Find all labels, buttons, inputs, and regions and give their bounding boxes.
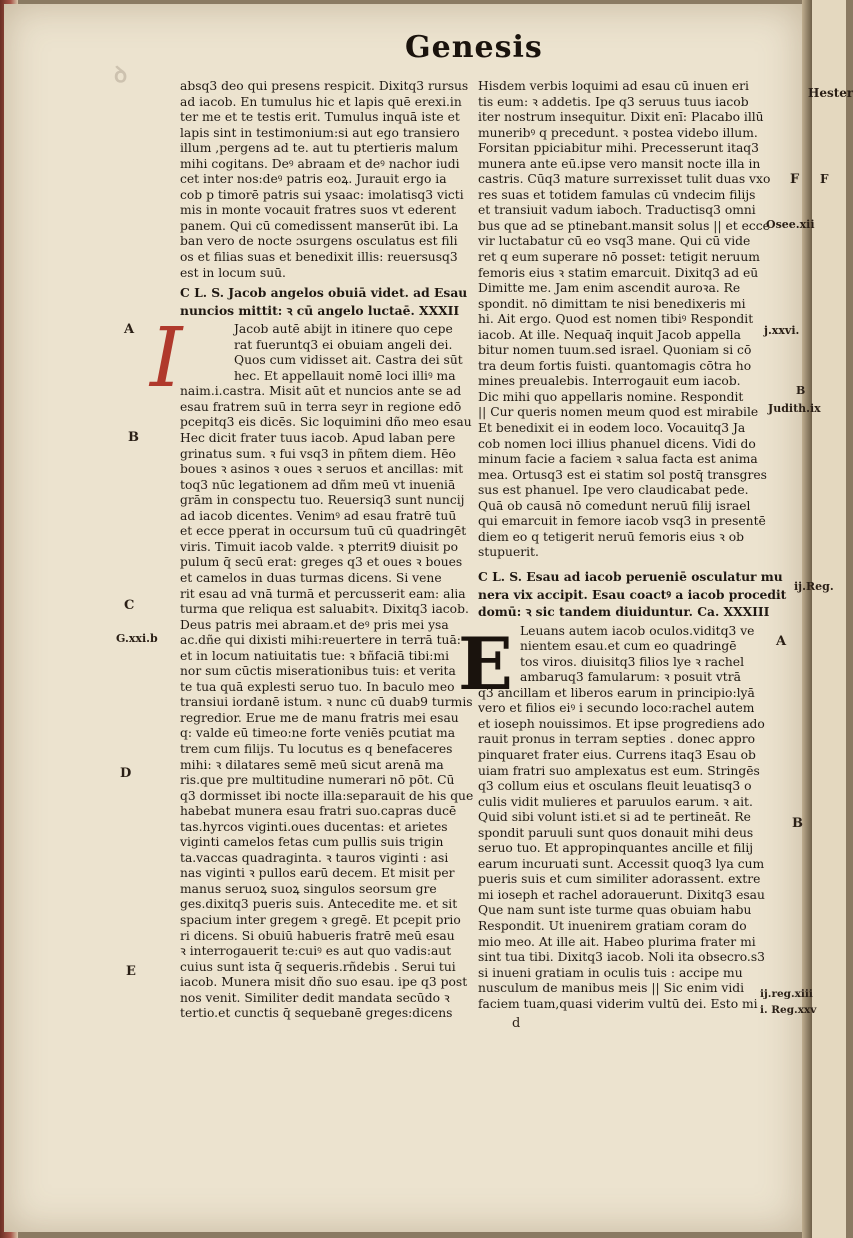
text-line: rat fueruntq3 ei obuiam angeli dei. — [234, 337, 453, 352]
text-line: tos viros. diuisitq3 filios lye ꝛ rachel — [520, 654, 745, 669]
text-line: et camelos in duas turmas dicens. Si vene — [180, 570, 442, 585]
text-line: pinquaret frater eius. Currens itaq3 Esau ob — [478, 747, 756, 762]
text-line: boues ꝛ asinos ꝛ oues ꝛ seruos et ancillas: mit — [180, 462, 464, 477]
page-title: Genesis — [405, 30, 543, 65]
text-line: illum ,pergens ad te. aut tu ptertieris malum — [180, 141, 459, 156]
text-line: tas.hyrcos viginti.oues ducentas: et arietes — [180, 819, 448, 834]
right-body — [478, 685, 765, 1012]
text-line: mihi cogitans. Deꝰ abraam et deꝰ nachor iudi — [180, 156, 460, 171]
text-line: te tua quā explesti seruo tuo. In baculo meo — [180, 679, 455, 694]
text-line: ris.que pre multitudine numerari nō pōt. Cū — [180, 773, 455, 788]
text-line: manus seruoꝝ suoꝝ singulos seorsum gre — [180, 881, 437, 896]
text-line: seruo tuo. Et appropinquantes ancille et filij — [478, 841, 754, 856]
text-line: hi. Ait ergo. Quod est nomen tibiꝰ Respondit — [478, 312, 754, 327]
text-line: spondit. nō dimittam te nisi benedixeris mi — [478, 296, 746, 311]
left-body-indented — [180, 322, 463, 384]
text-line: Que nam sunt iste turme quas obuiam habu — [478, 903, 752, 918]
text-line: grinatus sum. ꝛ fui vsq3 in pñtem diem. Hēo — [180, 446, 456, 461]
margin-ref-judith: Judith.ix — [768, 402, 821, 415]
text-line: os et filias suas et benedixit illis: reuersusq3 — [180, 250, 458, 265]
text-line: culis vidit mulieres et paruulos earum. ꝛ ait. — [478, 794, 753, 809]
text-line: Et benedixit ei in eodem loco. Vocauitq3 Ja — [478, 421, 746, 436]
text-line: spondit paruuli sunt quos donauit mihi deus — [478, 825, 754, 840]
text-line: rit esau ad vnā turmā et percusserit eam: alia — [180, 586, 466, 601]
text-line: turma que reliqua est saluabitꝛ. Dixitq3 iacob. — [180, 602, 469, 617]
margin-letter-c: C — [124, 598, 135, 613]
facing-page — [808, 0, 853, 1238]
text-line: est in locum suū. — [180, 265, 286, 280]
text-line: || Cur queris nomen meum quod est mirabile — [478, 405, 759, 420]
text-line: grām in conspectu tuo. Reuersiq3 sunt nuncij — [180, 493, 465, 508]
text-line: castris. Cūq3 mature surrexisset tulit duas vxo — [478, 172, 771, 187]
text-line: esau fratrem suū in terra seyr in regione edō — [180, 399, 462, 414]
text-line: minum facie a faciem ꝛ salua facta est anima — [478, 452, 758, 467]
text-line: trem cum filijs. Tu locutus es q benefaceres — [180, 741, 453, 756]
text-line: et transiuit vadum iaboch. Traductisq3 omni — [478, 203, 756, 218]
text-line: bitur nomen tuum.sed israel. Quoniam si cō — [478, 343, 752, 358]
text-line: vero et filios eiꝰ i secundo loco:rachel autem — [478, 701, 755, 716]
text-line: sus est phanuel. Ipe vero claudicabat pede. — [478, 483, 749, 498]
text-line: cet inter nos:deꝰ patris eoꝝ. Jurauit ergo ia — [180, 172, 447, 187]
text-line: ac.dñe qui dixisti mihi:reuertere in terrā tuā: — [180, 633, 461, 648]
text-line: cob nomen loci illius phanuel dicens. Vidi do — [478, 436, 756, 451]
text-line: Dic mihi quo appellaris nomine. Respondit — [478, 389, 744, 404]
margin-ref-reg-a: ij.Reg. — [794, 580, 834, 593]
text-line: et ecce pperat in occursum tuū cū quadringēt — [180, 524, 467, 539]
right-top-paragraph — [478, 79, 771, 561]
decorated-initial-red: I — [150, 311, 183, 406]
text-line: ambaruq3 famularum: ꝛ posuit vtrā — [520, 670, 741, 685]
text-line: pcepitq3 eis dicēs. Sic loquimini dño meo esau — [180, 415, 472, 430]
text-line: munera ante eū.ipse vero mansit nocte illa in — [478, 156, 761, 171]
text-line: toq3 nūc legationem ad dñm meū vt inueniā — [180, 477, 456, 492]
text-line: q3 dormisset ibi nocte illa:separauit de his que — [180, 788, 474, 803]
text-line: tra deum fortis fuisti. quantomagis cōtra ho — [478, 358, 752, 373]
show-through-text: ꝺ — [114, 62, 128, 88]
margin-ref-reg-b: ij.reg.xiii — [760, 988, 813, 1000]
left-column — [180, 79, 474, 1022]
text-line: ter me et te testis erit. Tumulus inquā iste et — [180, 110, 460, 125]
text-line: Dimitte me. Jam enim ascendit auroꝛa. Re — [478, 281, 741, 296]
text-line: Hisdem verbis loquimi ad esau cū inuen eri — [478, 79, 749, 93]
left-chapter-summary — [180, 285, 468, 318]
margin-letter-f: F — [790, 172, 800, 187]
text-line: mis in monte vocauit fratres suos vt ederent — [180, 203, 457, 218]
text-line: vir luctabatur cū eo vsq3 mane. Qui cū vide — [478, 234, 751, 249]
margin-letter-a: A — [124, 322, 135, 337]
text-line: Deus patris mei abraam.et deꝰ pris mei ysa — [180, 617, 449, 632]
text-line: nor sum cūctis miserationibus tuis: et verita — [180, 664, 456, 679]
text-line: lapis sint in testimonium:si aut ego transiero — [180, 125, 460, 140]
text-line: iacob. At ille. Nequaq̄ inquit Jacob appella — [478, 327, 741, 342]
text-line: nera vix accipit. Esau coactꝰ a iacob procedit — [478, 586, 787, 602]
text-line: et in locum natiuitatis tue: ꝛ bñfaciā tibi:mi — [180, 648, 450, 663]
text-line: iter nostrum insequitur. Dixit enī: Placabo illū — [478, 110, 764, 125]
margin-reference: G.xxi.b — [116, 632, 158, 645]
text-line: mines preualebis. Interrogauit eum iacob. — [478, 374, 741, 389]
text-line: ad iacob dicentes. Venimꝰ ad esau fratrē tuū — [180, 508, 457, 523]
text-line: ret q eum superare nō posset: tetigit neruum — [478, 250, 760, 265]
text-line: ri dicens. Si obuiū habueris fratrē meū esau — [180, 928, 455, 943]
facing-page-header-snippet: Hester — [808, 86, 853, 100]
text-line: nusculum de manibus meis || Sic enim vidi — [478, 981, 745, 996]
text-line: ad iacob. En tumulus hic et lapis quē erexi.in — [180, 94, 462, 109]
text-line: naim.i.castra. Misit aūt et nuncios ante se ad — [180, 384, 462, 399]
text-line: nientem esau.et cum eo quadringē — [520, 639, 737, 654]
right-chapter-summary — [478, 568, 787, 620]
facing-page-letter: F — [820, 172, 829, 186]
text-line: earum incuruati sunt. Accessit quoq3 lya cum — [478, 856, 765, 871]
text-line: Forsitan ppiciabitur mihi. Precesserunt itaq3 — [478, 141, 759, 156]
text-line: habebat munera esau fratri suo.capras ducē — [180, 804, 457, 819]
text-line: stupuerit. — [478, 545, 539, 560]
text-line: C L. S. Jacob angelos obuiā videt. ad Esau — [180, 285, 468, 301]
text-line: sint tua tibi. Dixitq3 iacob. Noli ita obsecro.s3 — [478, 950, 765, 965]
text-line: iacob. Munera misit dño suo esau. ipe q3 post — [180, 975, 468, 990]
decorated-initial-black: E — [458, 621, 513, 706]
book-gutter — [802, 0, 812, 1238]
text-line: Respondit. Ut inuenirem gratiam coram do — [478, 918, 747, 933]
text-line: mihi: ꝛ dilatares semē meū sicut arenā ma — [180, 757, 444, 772]
margin-letter-d: D — [120, 766, 132, 781]
margin-ref-osee: Osee.xii — [766, 218, 815, 231]
text-line: rauit pronus in terram septies . donec appro — [478, 732, 756, 747]
text-line: faciem tuam,quasi viderim vultū dei. Esto mi — [478, 996, 758, 1011]
text-line: mio meo. At ille ait. Habeo plurima frater mi — [478, 934, 756, 949]
text-line: res suas et totidem famulas cū vndecim filijs — [478, 187, 756, 202]
text-line: diem eo q tetigerit neruū femoris eius ꝛ ob — [478, 529, 745, 544]
text-line: Quā ob causā nō comedunt neruū filij israel — [478, 498, 751, 513]
text-line: q3 ancillam et liberos earum in principio:lyā — [478, 685, 755, 700]
text-line: spacium inter gregem ꝛ gregē. Et pcepit prio — [180, 912, 461, 927]
text-line: muneribꝰ q precedunt. ꝛ postea videbo illum. — [478, 125, 758, 140]
text-line: Jacob autē abijt in itinere quo cepe — [234, 322, 453, 337]
signature-mark: d — [512, 1016, 521, 1031]
text-line: nuncios mittit: ꝛ cū angelo luctaē. XXXII — [180, 302, 460, 318]
text-line: pueris suis et cum similiter adorassent. extre — [478, 872, 761, 887]
text-line: ꝛ interrogauerit te:cuiꝰ es aut quo vadis:aut — [180, 944, 452, 959]
text-line: et ioseph nouissimos. Et ipse progrediens ado — [478, 716, 765, 731]
text-line: viris. Timuit iacob valde. ꝛ pterrit9 diuisit po — [180, 539, 459, 554]
text-line: tertio.et cunctis q̄ sequebanē greges:dicens — [180, 1006, 453, 1021]
text-line: Hec dicit frater tuus iacob. Apud laban pere — [180, 431, 456, 446]
text-line: nos venit. Similiter dedit mandata secūdo ꝛ — [180, 990, 450, 1005]
text-line: femoris eius ꝛ statim emarcuit. Dixitq3 ad eū — [478, 265, 759, 280]
text-line: ges.dixitq3 pueris suis. Antecedite me. et sit — [180, 897, 458, 912]
text-line: domū: ꝛ sic tandem diuiduntur. Ca. XXXIII — [478, 604, 770, 620]
text-line: nas viginti ꝛ pullos earū decem. Et misit per — [180, 866, 455, 881]
margin-ref-reg-c: i. Reg.xxv — [760, 1004, 817, 1016]
text-line: uiam fratri suo amplexatus est eum. Stringēs — [478, 763, 760, 778]
text-line: Quos cum vidisset ait. Castra dei sūt — [234, 353, 463, 368]
text-line: q: valde eū timeo:ne forte veniēs pcutiat ma — [180, 726, 456, 741]
text-line: si inueni gratiam in oculis tuis : accipe mu — [478, 965, 743, 980]
text-line: ta.vaccas quadraginta. ꝛ tauros viginti : asi — [180, 850, 449, 865]
text-line: mea. Ortusq3 est ei statim sol postq̄ transgres — [478, 467, 767, 482]
text-line: qui emarcuit in femore iacob vsq3 in presentē — [478, 514, 766, 529]
margin-letter-b: B — [128, 430, 139, 445]
text-line: mi ioseph et rachel adorauerunt. Dixitq3 esau — [478, 887, 765, 902]
margin-letter-a-right: A — [776, 634, 787, 649]
text-line: hec. Et appellauit nomē loci illiꝰ ma — [234, 368, 456, 383]
text-line: ban vero de nocte ɔsurgens osculatus est fili — [180, 234, 458, 249]
text-line: pulum q̄ secū erat: greges q3 et oues ꝛ boues — [180, 555, 463, 570]
text-line: transiui iordanē istum. ꝛ nunc cū duab9 turmis — [180, 695, 473, 710]
left-body — [180, 384, 474, 1021]
text-line: cuius sunt ista q̄ sequeris.rñdebis . Serui tui — [180, 959, 456, 974]
text-line: Quid sibi volunt isti.et si ad te pertineāt. Re — [478, 810, 751, 825]
text-line: viginti camelos fetas cum pullis suis trigin — [180, 835, 444, 850]
text-line: absq3 deo qui presens respicit. Dixitq3 rursus — [180, 79, 469, 93]
text-line: C L. S. Esau ad iacob perueniē osculatur mu — [478, 568, 783, 584]
text-line: panem. Qui cū comedissent manserūt ibi. La — [180, 218, 459, 233]
text-line: tis eum: ꝛ addetis. Ipe q3 seruus tuus iacob — [478, 94, 749, 109]
left-top-paragraph — [180, 79, 469, 281]
margin-ref-gen-xxvi: j.xxvi. — [764, 324, 800, 337]
right-body-indented — [478, 624, 762, 686]
margin-letter-b-right-top: B — [796, 384, 806, 397]
margin-letter-e: E — [126, 964, 136, 979]
text-line: bus que ad se ptinebant.mansit solus || et ecce — [478, 218, 770, 233]
text-line: cob p timorē patris sui ysaac: imolatisq3 victi — [180, 187, 464, 202]
text-line: Leuans autem iacob oculos.viditq3 ve — [520, 623, 755, 638]
margin-letter-b-right: B — [792, 816, 803, 831]
text-line: regredior. Erue me de manu fratris mei esau — [180, 710, 459, 725]
text-line: q3 collum eius et osculans fleuit leuatisq3 o — [478, 779, 752, 794]
